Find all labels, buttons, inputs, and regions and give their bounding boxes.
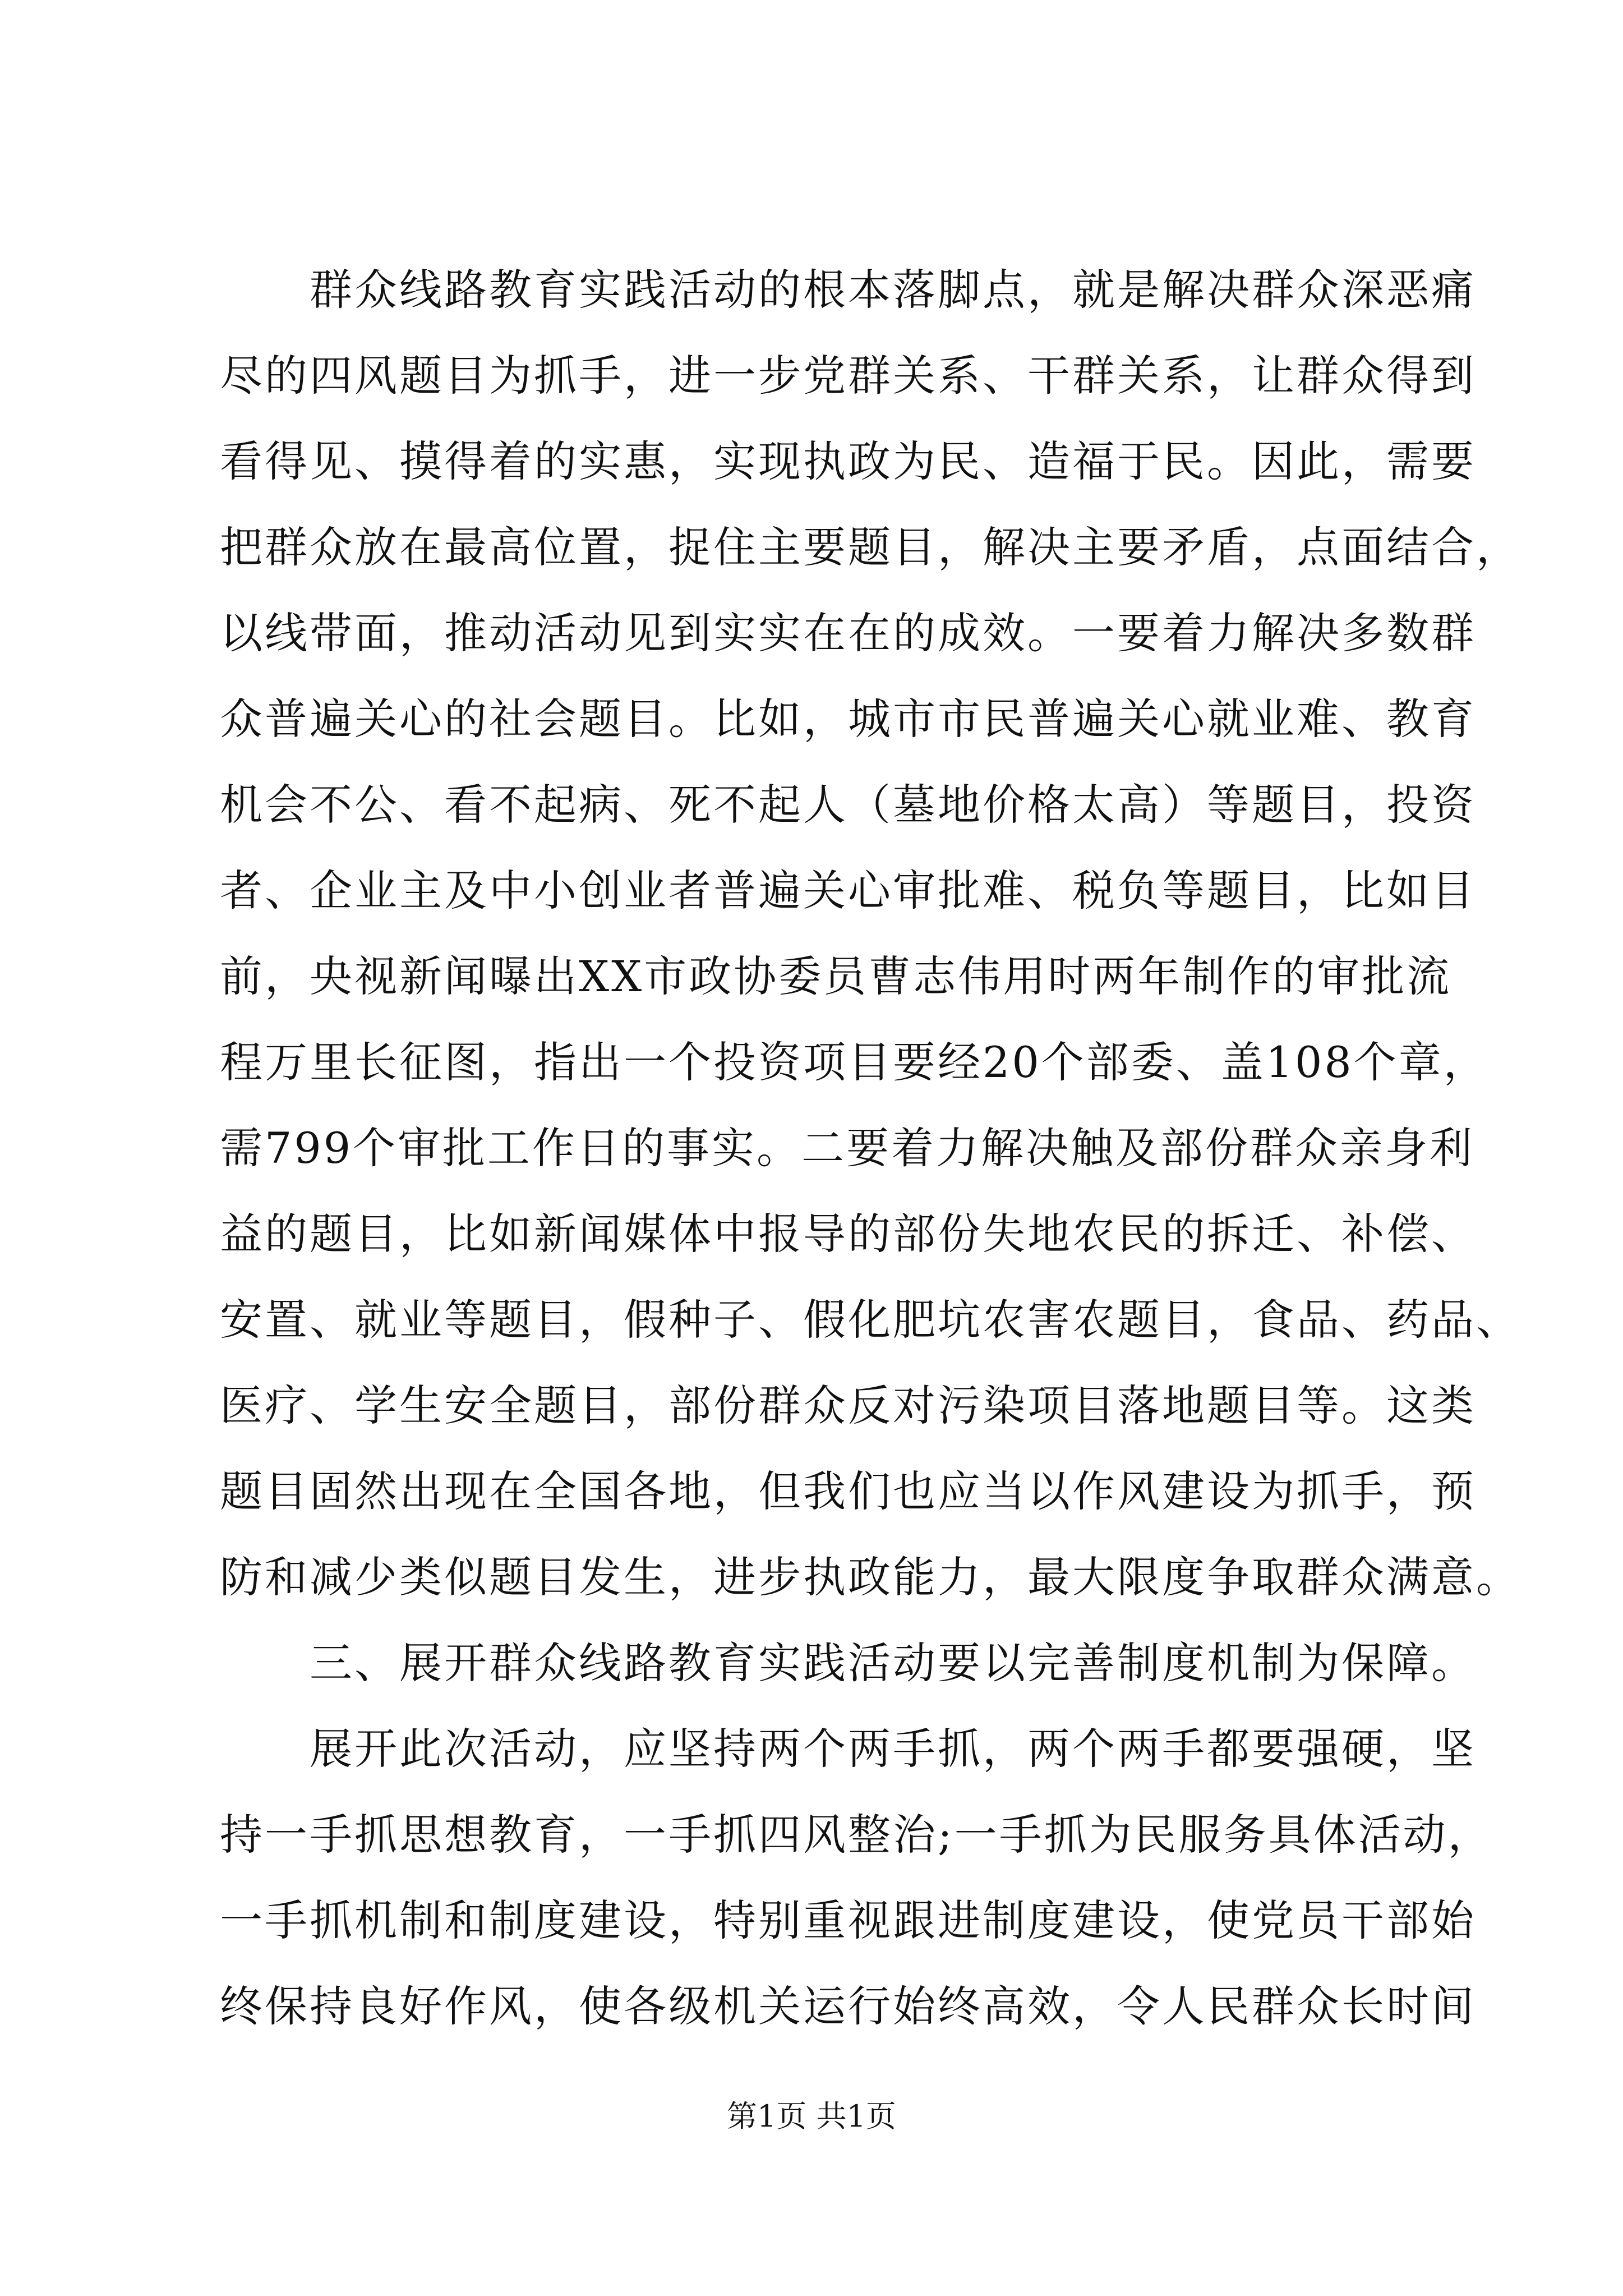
- text-line: 医疗、学生安全题目，部份群众反对污染项目落地题目等。这类: [220, 1381, 1476, 1430]
- text-line: 益的题目，比如新闻媒体中报导的部份失地农民的拆迁、补偿、: [220, 1209, 1476, 1259]
- text-line: 众普遍关心的社会题目。比如，城市市民普遍关心就业难、教育: [220, 694, 1476, 744]
- text-line: 需799个审批工作日的事实。二要着力解决触及部份群众亲身利: [220, 1123, 1475, 1173]
- document-body: [220, 247, 1521, 2049]
- text-line: 持一手抓思想教育，一手抓四风整治;一手抓为民服务具体活动，: [220, 1810, 1493, 1860]
- page-footer: 第1页 共1页: [727, 2099, 896, 2134]
- text-line: 程万里长征图，指出一个投资项目要经20个部委、盖108个章，: [220, 1037, 1488, 1087]
- text-line: 者、企业主及中小创业者普遍关心审批难、税负等题目，比如目: [220, 866, 1476, 915]
- text-line: 尽的四风题目为抓手，进一步党群关系、干群关系，让群众得到: [220, 351, 1476, 401]
- text-line: 以线带面，推动活动见到实实在在的成效。一要着力解决多数群: [220, 608, 1476, 658]
- text-line: 把群众放在最高位置，捉住主要题目，解决主要矛盾，点面结合，: [220, 522, 1521, 572]
- text-line: 展开此次活动，应坚持两个两手抓，两个两手都要强硬，坚: [310, 1724, 1476, 1774]
- text-line: 看得见、摸得着的实惠，实现执政为民、造福于民。因此，需要: [220, 436, 1476, 486]
- text-line: 机会不公、看不起病、死不起人（墓地价格太高）等题目，投资: [220, 780, 1476, 830]
- text-line: 一手抓机制和制度建设，特别重视跟进制度建设，使党员干部始: [220, 1895, 1476, 1945]
- text-line: 防和减少类似题目发生，进步执政能力，最大限度争取群众满意。: [220, 1552, 1521, 1602]
- text-line: 题目固然出现在全国各地，但我们也应当以作风建设为抓手，预: [220, 1466, 1476, 1516]
- text-line: 前，央视新闻曝出XX市政协委员曹志伟用时两年制作的审批流: [220, 951, 1452, 1001]
- text-line: 安置、就业等题目，假种子、假化肥坑农害农题目，食品、药品、: [220, 1295, 1521, 1345]
- text-line: 终保持良好作风，使各级机关运行始终高效，令人民群众长时间: [220, 1981, 1476, 2031]
- text-line: 群众线路教育实践活动的根本落脚点，就是解决群众深恶痛: [310, 265, 1476, 315]
- section-heading: 三、展开群众线路教育实践活动要以完善制度机制为保障。: [310, 1638, 1476, 1688]
